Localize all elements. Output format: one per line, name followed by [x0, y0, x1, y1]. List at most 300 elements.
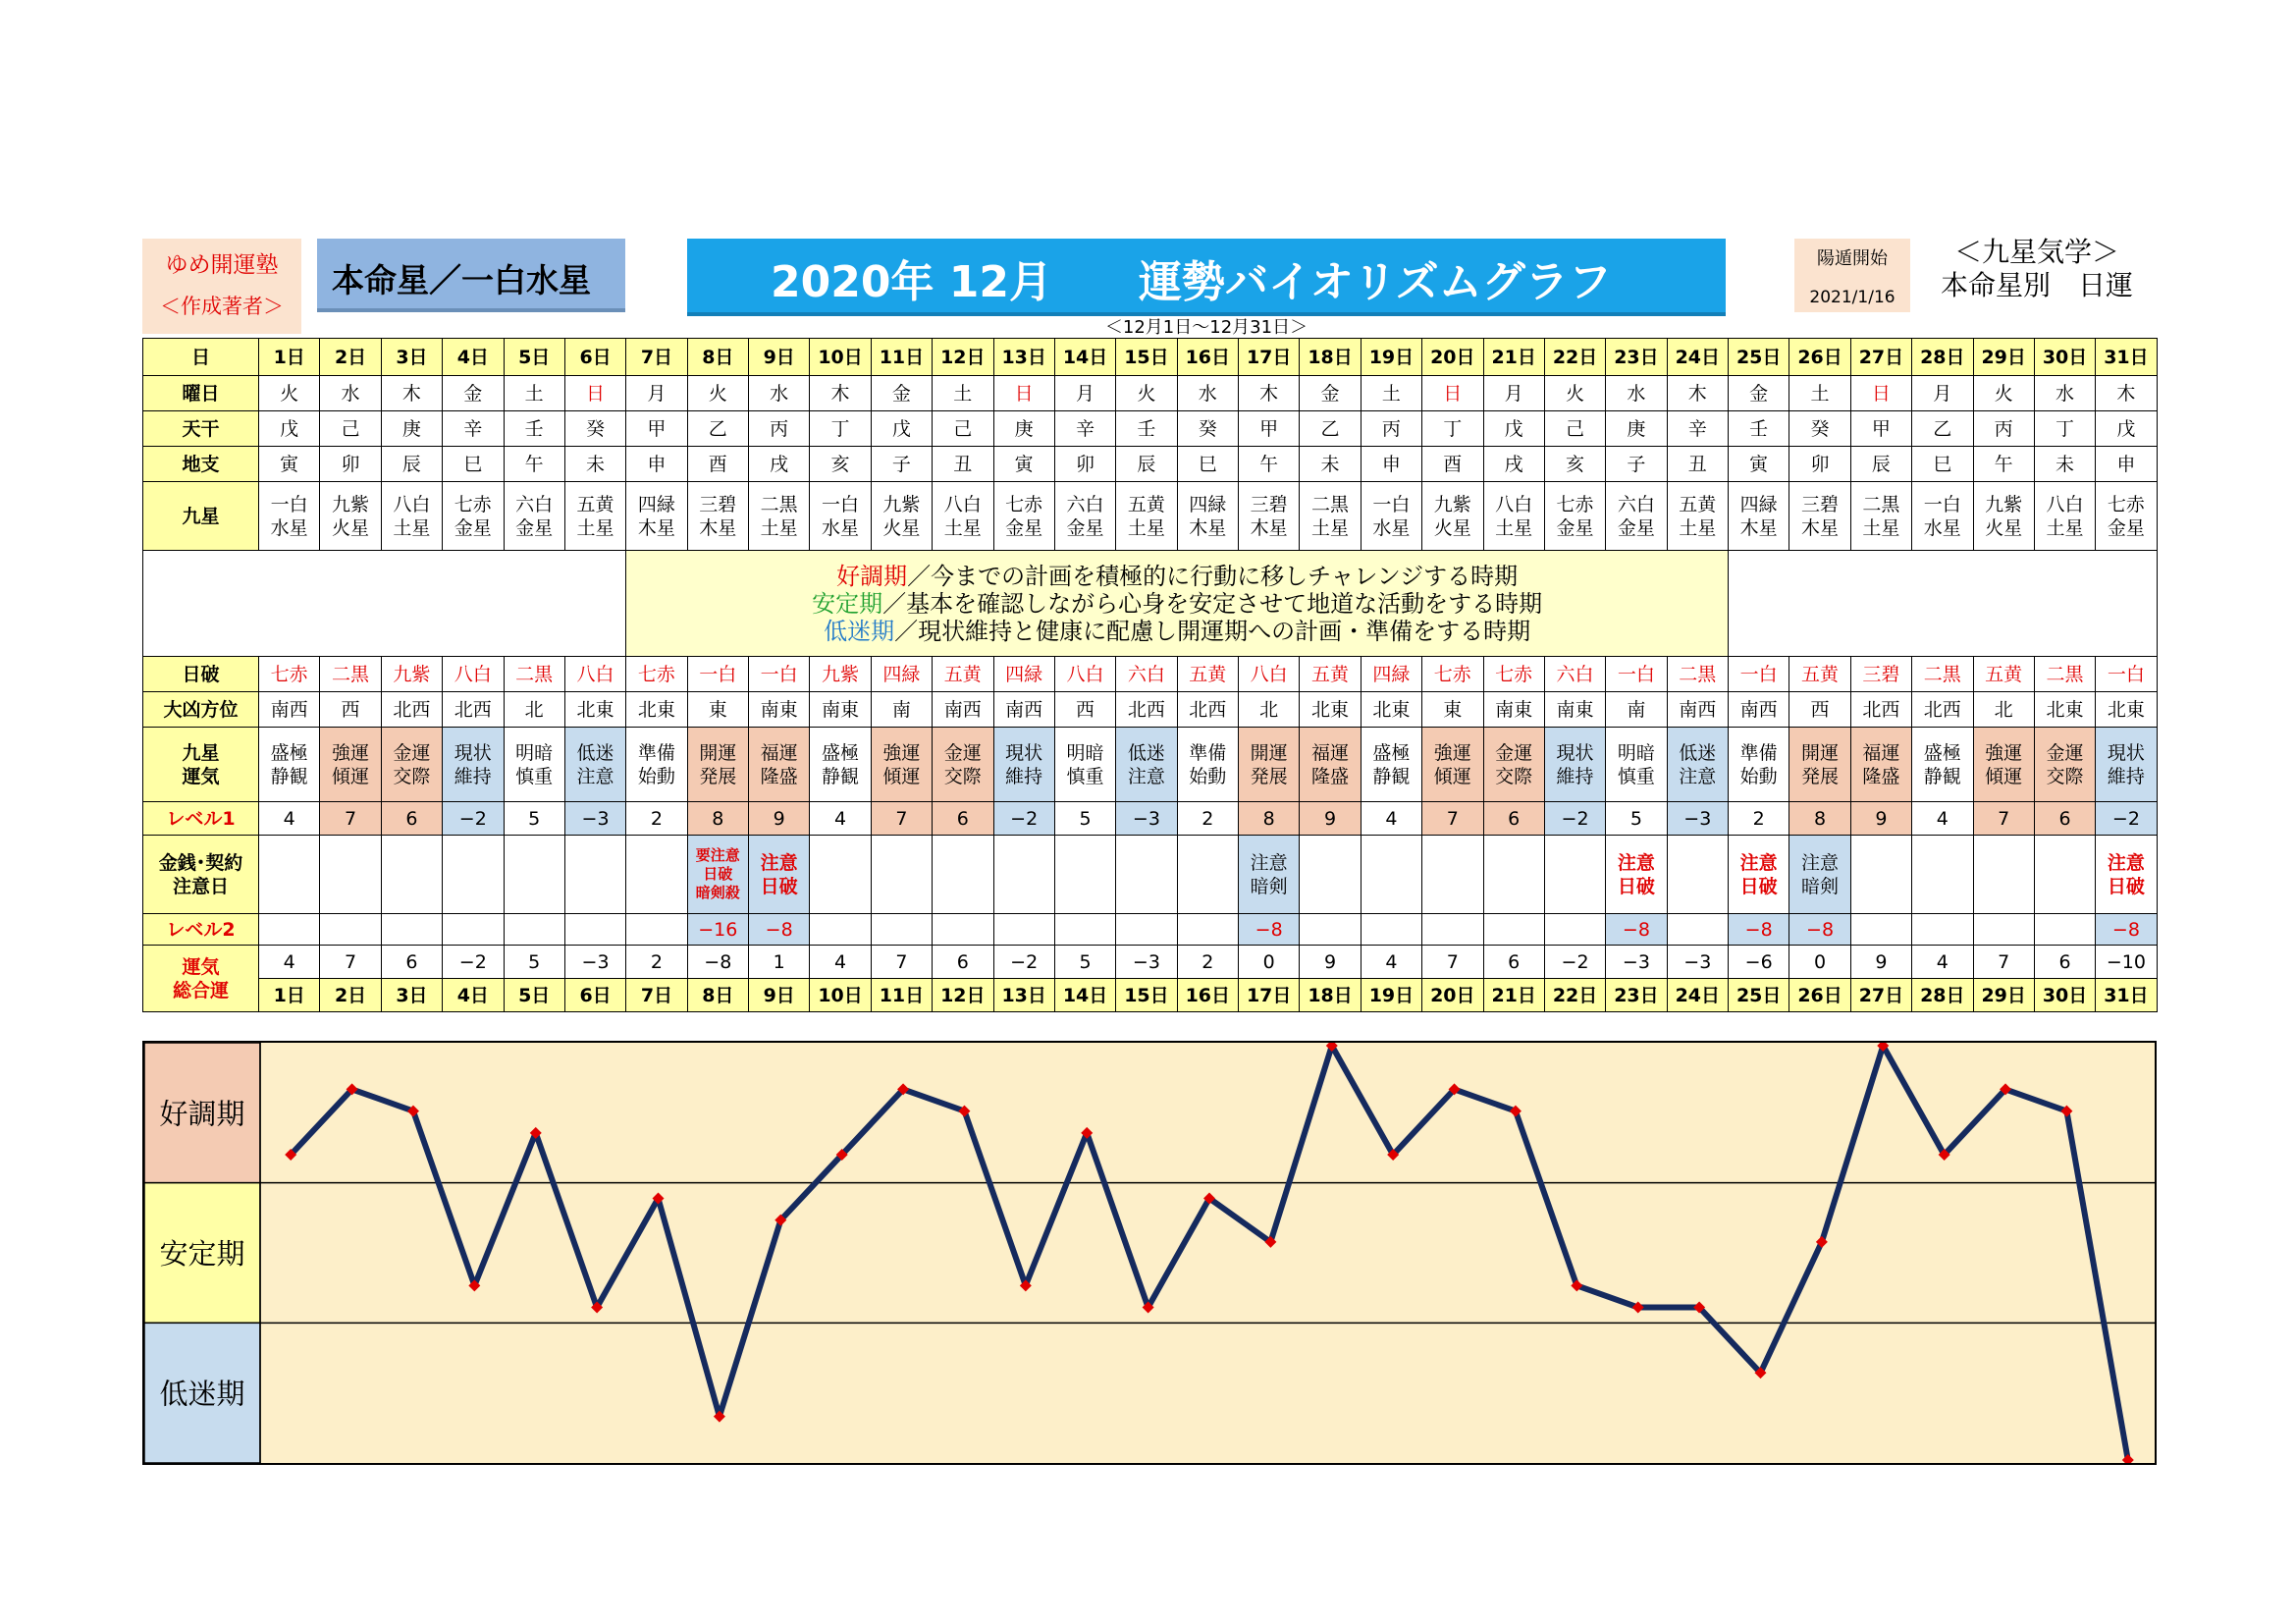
- tenkan-cell: [1544, 411, 1605, 447]
- kyusei-cell-line: 金星: [1617, 516, 1655, 539]
- day-cell-bottom-line: 19日: [1368, 984, 1415, 1006]
- kyusei-cell-line: 火星: [1985, 516, 2023, 539]
- money-cell-line: 注意: [1617, 851, 1655, 874]
- tenkan-cell: [1729, 411, 1789, 447]
- total-cell-line: 4: [1385, 950, 1398, 973]
- total-cell-line: 5: [1079, 950, 1092, 973]
- chishi-cell: [1912, 447, 1973, 482]
- level2-cell: [320, 914, 381, 946]
- daikyo-cell: [1912, 692, 1973, 728]
- unki-cell-line: 盛極: [822, 741, 860, 764]
- money-cell: [1239, 836, 1300, 914]
- kyusei-cell-line: 木星: [699, 516, 737, 539]
- unki-cell: [2034, 728, 2095, 802]
- daikyo-cell: [1667, 692, 1728, 728]
- label-weekday-text: 曜日: [182, 382, 220, 405]
- total-cell: [749, 946, 810, 979]
- weekday-cell-line: 木: [830, 382, 850, 405]
- label-money-text: 注意日: [172, 875, 229, 897]
- level1-row: [143, 802, 2158, 836]
- nichiha-cell-line: 八白: [454, 663, 492, 685]
- kyusei-cell-line: 八白: [943, 493, 982, 515]
- nichiha-cell: [1300, 657, 1361, 692]
- total-cell: [443, 946, 504, 979]
- tenkan-cell: [443, 411, 504, 447]
- tenkan-cell: [1422, 411, 1483, 447]
- weekday-cell: [1667, 376, 1728, 411]
- daikyo-cell-line: 東: [1443, 698, 1463, 721]
- day-cell-line: 31日: [2104, 346, 2149, 368]
- nichiha-cell-line: 五黄: [1189, 663, 1227, 685]
- total-cell-line: 6: [405, 950, 418, 973]
- day-cell: [1667, 339, 1728, 376]
- money-cell: [1116, 836, 1177, 914]
- kyusei-cell-line: 八白: [393, 493, 431, 515]
- day-cell-bottom: [1177, 979, 1238, 1012]
- kyusei-cell-line: 土星: [393, 516, 431, 539]
- total-cell: [381, 946, 442, 979]
- chishi-cell-line: 巳: [463, 453, 483, 475]
- chishi-cell: [687, 447, 748, 482]
- day-cell-bottom-line: 13日: [1001, 984, 1046, 1006]
- band-label: 低迷期: [159, 1377, 245, 1411]
- tenkan-cell-line: 癸: [1810, 417, 1830, 440]
- chishi-cell-line: 寅: [1014, 453, 1034, 475]
- level2-row: [143, 914, 2158, 946]
- level1-cell-line: 5: [1629, 807, 1642, 830]
- daikyo-cell-line: 南: [1627, 698, 1646, 721]
- level2-cell: [993, 914, 1054, 946]
- kyusei-cell-line: 九紫: [1433, 493, 1471, 515]
- unki-cell: [933, 728, 993, 802]
- nichiha-cell-line: 五黄: [943, 663, 982, 685]
- tenkan-cell-line: 戊: [1504, 417, 1523, 440]
- nichiha-cell-line: 一白: [2107, 663, 2145, 685]
- total-cell: [2096, 946, 2157, 979]
- day-cell-bottom: [1606, 979, 1667, 1012]
- day-cell-bottom: [993, 979, 1054, 1012]
- chishi-cell-line: 巳: [1933, 453, 1952, 475]
- level2-cell: [259, 914, 320, 946]
- level2-cell: [504, 914, 564, 946]
- day-cell-bottom: [1116, 979, 1177, 1012]
- weekday-cell-line: 金: [463, 382, 483, 405]
- total-cell-line: −2: [458, 950, 487, 973]
- total-cell: [1054, 946, 1115, 979]
- level2-cell-line: −8: [1744, 918, 1773, 941]
- day-cell-bottom: [1239, 979, 1300, 1012]
- weekday-cell: [1422, 376, 1483, 411]
- kyusei-cell-line: 四緑: [1739, 493, 1778, 515]
- kyusei-cell: [1729, 482, 1789, 551]
- label-unki-text: 九星: [182, 741, 220, 764]
- chishi-cell-line: 未: [586, 453, 606, 475]
- unki-cell-line: 明暗: [515, 741, 554, 764]
- level2-cell: [810, 914, 871, 946]
- tenkan-cell-line: 己: [953, 417, 973, 440]
- label-kyusei-text: 九星: [182, 505, 220, 527]
- money-cell: [993, 836, 1054, 914]
- daikyo-cell-line: 北東: [1311, 698, 1350, 721]
- plot-background: [260, 1043, 2155, 1463]
- unki-cell-line: 慎重: [515, 765, 554, 787]
- money-cell: [320, 836, 381, 914]
- total-cell-line: 1: [773, 950, 785, 973]
- unki-cell-line: 低迷: [1679, 741, 1717, 764]
- day-cell: [1789, 339, 1850, 376]
- day-row-bottom: [143, 979, 2158, 1012]
- tenkan-cell: [2034, 411, 2095, 447]
- day-cell-line: 5日: [518, 346, 551, 368]
- money-cell-line: 日破: [1617, 875, 1655, 897]
- nichiha-cell: [1912, 657, 1973, 692]
- chishi-cell-line: 辰: [1137, 453, 1156, 475]
- daikyo-cell: [564, 692, 625, 728]
- day-cell-bottom-line: 23日: [1614, 984, 1659, 1006]
- level1-cell-line: 9: [773, 807, 785, 830]
- money-cell: [626, 836, 687, 914]
- day-cell-bottom-line: 25日: [1735, 984, 1782, 1006]
- day-cell-bottom: [1054, 979, 1115, 1012]
- day-cell-bottom-line: 22日: [1552, 984, 1598, 1006]
- label-unki: [143, 728, 259, 802]
- unki-cell-line: 傾運: [332, 765, 370, 787]
- level1-cell: [1422, 802, 1483, 836]
- level1-cell: [1912, 802, 1973, 836]
- tenkan-cell-line: 己: [341, 417, 360, 440]
- day-cell: [320, 339, 381, 376]
- weekday-cell-line: 火: [280, 382, 299, 405]
- kyusei-cell-line: 一白: [1372, 493, 1411, 515]
- nichiha-cell: [1361, 657, 1421, 692]
- weekday-cell-line: 金: [1749, 382, 1769, 405]
- unki-cell-line: 低迷: [576, 741, 614, 764]
- day-cell-line: 24日: [1675, 346, 1721, 368]
- tenkan-cell-line: 丁: [1443, 417, 1463, 440]
- weekday-cell: [1177, 376, 1238, 411]
- money-cell-line: 日破: [2107, 875, 2145, 897]
- day-cell-bottom-line: 14日: [1062, 984, 1108, 1006]
- kyusei-cell-line: 水星: [1372, 516, 1411, 539]
- day-cell-bottom-line: 21日: [1491, 984, 1536, 1006]
- kyusei-cell: [810, 482, 871, 551]
- day-cell-bottom-line: 29日: [1981, 984, 2026, 1006]
- weekday-cell: [1483, 376, 1544, 411]
- level2-cell: [933, 914, 993, 946]
- day-cell-line: 12日: [940, 346, 986, 368]
- tenkan-cell: [2096, 411, 2157, 447]
- money-cell-line: 注意: [2107, 851, 2145, 874]
- chishi-cell: [1116, 447, 1177, 482]
- daikyo-cell-line: 南東: [822, 698, 860, 721]
- weekday-cell: [1850, 376, 1911, 411]
- level2-cell: [2034, 914, 2095, 946]
- weekday-cell-line: 木: [2116, 382, 2136, 405]
- label-kyusei: [143, 482, 259, 551]
- total-cell-line: 9: [1875, 950, 1888, 973]
- unki-cell-line: 発展: [699, 765, 737, 787]
- tenkan-cell: [687, 411, 748, 447]
- day-cell-line: 20日: [1430, 346, 1475, 368]
- unki-cell-line: 静観: [1923, 765, 1961, 787]
- level2-cell-line: −8: [765, 918, 793, 941]
- day-cell-bottom-line: 12日: [940, 984, 986, 1006]
- day-cell: [1606, 339, 1667, 376]
- nichiha-cell-line: 四緑: [1005, 663, 1043, 685]
- chishi-cell-line: 辰: [401, 453, 421, 475]
- tenkan-cell-line: 辛: [463, 417, 483, 440]
- nichiha-cell: [259, 657, 320, 692]
- kyusei-cell-line: 金星: [515, 516, 554, 539]
- kyusei-cell-line: 土星: [1862, 516, 1900, 539]
- level2-cell: [687, 914, 748, 946]
- nichiha-cell-line: 五黄: [1311, 663, 1350, 685]
- nichiha-cell: [1116, 657, 1177, 692]
- kyusei-cell-line: 土星: [576, 516, 614, 539]
- kyusei-cell-line: 九紫: [882, 493, 921, 515]
- start-date: 2021/1/16: [1809, 288, 1896, 307]
- unki-cell: [626, 728, 687, 802]
- unki-cell-line: 金運: [393, 741, 431, 764]
- unki-cell: [2096, 728, 2157, 802]
- level2-cell: [1850, 914, 1911, 946]
- nichiha-cell-line: 三碧: [1862, 663, 1900, 685]
- unki-cell-line: 開運: [1250, 741, 1288, 764]
- level2-cell-line: −8: [1255, 918, 1283, 941]
- weekday-cell-line: 木: [1687, 382, 1707, 405]
- money-cell-line: 注意: [1801, 851, 1840, 874]
- day-cell-bottom-line: 15日: [1124, 984, 1169, 1006]
- money-cell: [2034, 836, 2095, 914]
- kyusei-cell: [1422, 482, 1483, 551]
- level1-cell-line: 7: [895, 807, 908, 830]
- day-cell-bottom: [1850, 979, 1911, 1012]
- day-cell: [1239, 339, 1300, 376]
- day-cell-bottom: [259, 979, 320, 1012]
- unki-cell-line: 金運: [943, 741, 982, 764]
- level1-cell: [993, 802, 1054, 836]
- kyusei-cell: [1300, 482, 1361, 551]
- unki-cell: [1850, 728, 1911, 802]
- level1-cell-line: 6: [2058, 807, 2071, 830]
- unki-cell: [504, 728, 564, 802]
- tenkan-cell-line: 甲: [1259, 417, 1279, 440]
- weekday-cell-line: 土: [1381, 382, 1401, 405]
- kyusei-cell-line: 七赤: [1556, 493, 1594, 515]
- tenkan-cell: [1300, 411, 1361, 447]
- kyusei-cell-line: 三碧: [1250, 493, 1288, 515]
- unki-cell-line: 開運: [1801, 741, 1840, 764]
- chishi-cell: [1544, 447, 1605, 482]
- day-cell-line: 4日: [456, 346, 489, 368]
- unki-cell-line: 現状: [454, 741, 492, 764]
- total-cell-line: 7: [895, 950, 908, 973]
- day-cell-bottom-line: 27日: [1858, 984, 1904, 1006]
- tenkan-cell: [1239, 411, 1300, 447]
- unki-cell-line: 発展: [1801, 765, 1840, 787]
- kyusei-cell: [564, 482, 625, 551]
- total-cell: [564, 946, 625, 979]
- kyusei-cell: [1544, 482, 1605, 551]
- unki-cell-line: 交際: [393, 765, 431, 787]
- daikyo-cell: [320, 692, 381, 728]
- kyusei-cell-line: 木星: [1250, 516, 1288, 539]
- level2-cell: [1054, 914, 1115, 946]
- nichiha-cell: [443, 657, 504, 692]
- unki-cell: [687, 728, 748, 802]
- day-cell-bottom: [749, 979, 810, 1012]
- total-cell-line: 2: [650, 950, 663, 973]
- level1-cell: [564, 802, 625, 836]
- kyusei-cell: [871, 482, 932, 551]
- total-cell-line: −3: [1132, 950, 1160, 973]
- level1-cell: [810, 802, 871, 836]
- weekday-cell: [381, 376, 442, 411]
- day-cell-line: 21日: [1491, 346, 1536, 368]
- date-range: ＜12月1日〜12月31日＞: [1104, 317, 1308, 338]
- day-cell-line: 29日: [1981, 346, 2026, 368]
- chishi-cell-line: 酉: [1443, 453, 1463, 475]
- kyusei-cell-line: 五黄: [576, 493, 614, 515]
- kyusei-cell: [381, 482, 442, 551]
- level2-cell-line: −16: [698, 918, 738, 941]
- tenkan-cell-line: 庚: [1627, 417, 1646, 440]
- unki-cell: [871, 728, 932, 802]
- day-cell: [381, 339, 442, 376]
- kyusei-cell-line: 一白: [1923, 493, 1961, 515]
- label-day: [143, 339, 259, 376]
- day-cell-line: 14日: [1062, 346, 1108, 368]
- chishi-cell-line: 寅: [280, 453, 299, 475]
- daikyo-cell-line: 北西: [1127, 698, 1165, 721]
- nichiha-cell-line: 一白: [1739, 663, 1778, 685]
- daikyo-cell: [1544, 692, 1605, 728]
- day-cell: [871, 339, 932, 376]
- nichiha-cell-line: 二黒: [332, 663, 370, 685]
- tenkan-cell: [259, 411, 320, 447]
- weekday-cell-line: 月: [647, 382, 667, 405]
- level1-cell: [1177, 802, 1238, 836]
- weekday-cell: [1912, 376, 1973, 411]
- day-cell-line: 7日: [640, 346, 673, 368]
- nichiha-cell: [1729, 657, 1789, 692]
- legend-box: [626, 551, 1729, 657]
- level2-cell: [871, 914, 932, 946]
- kyusei-cell-line: 六白: [1617, 493, 1655, 515]
- level1-cell-line: 4: [1936, 807, 1949, 830]
- weekday-cell-line: 火: [708, 382, 727, 405]
- legend-blank-right: [1729, 551, 2158, 657]
- total-cell: [871, 946, 932, 979]
- day-cell-line: 27日: [1858, 346, 1904, 368]
- day-cell-bottom: [1912, 979, 1973, 1012]
- daikyo-cell-line: 北: [1259, 698, 1279, 721]
- day-cell-bottom-line: 7日: [640, 984, 673, 1006]
- weekday-cell-line: 火: [1566, 382, 1585, 405]
- total-cell: [1239, 946, 1300, 979]
- kyusei-cell: [1606, 482, 1667, 551]
- unki-cell: [1789, 728, 1850, 802]
- unki-cell: [810, 728, 871, 802]
- unki-cell-line: 慎重: [1617, 765, 1655, 787]
- day-cell: [1483, 339, 1544, 376]
- chishi-cell-line: 卯: [1810, 453, 1830, 475]
- label-chishi: [143, 447, 259, 482]
- kyusei-cell-line: 七赤: [2107, 493, 2145, 515]
- unki-cell: [564, 728, 625, 802]
- total-cell: [320, 946, 381, 979]
- money-cell: [1912, 836, 1973, 914]
- tenkan-cell-line: 乙: [708, 417, 727, 440]
- weekday-cell-line: 日: [586, 382, 606, 405]
- day-cell: [1912, 339, 1973, 376]
- unki-cell-line: 傾運: [1433, 765, 1471, 787]
- day-cell: [504, 339, 564, 376]
- daikyo-cell: [1422, 692, 1483, 728]
- chishi-cell: [993, 447, 1054, 482]
- unki-row: [143, 728, 2158, 802]
- daikyo-cell-line: 西: [1076, 698, 1095, 721]
- day-cell-bottom-line: 1日: [273, 984, 305, 1006]
- money-cell: [1789, 836, 1850, 914]
- day-cell-line: 16日: [1185, 346, 1231, 368]
- kyusei-cell: [1667, 482, 1728, 551]
- level1-cell-line: −3: [1132, 807, 1160, 830]
- kyusei-cell: [443, 482, 504, 551]
- chishi-cell: [1361, 447, 1421, 482]
- level1-cell-line: 8: [712, 807, 724, 830]
- weekday-cell: [1300, 376, 1361, 411]
- level1-cell: [871, 802, 932, 836]
- weekday-cell-line: 火: [1994, 382, 2013, 405]
- weekday-cell: [1606, 376, 1667, 411]
- weekday-cell: [504, 376, 564, 411]
- chishi-cell-line: 午: [524, 453, 544, 475]
- level1-cell: [504, 802, 564, 836]
- money-cell: [749, 836, 810, 914]
- level1-cell-line: 9: [1324, 807, 1337, 830]
- total-cell-line: 5: [528, 950, 541, 973]
- weekday-cell-line: 月: [1933, 382, 1952, 405]
- weekday-cell: [749, 376, 810, 411]
- weekday-cell-line: 水: [1627, 382, 1646, 405]
- day-cell-line: 28日: [1920, 346, 1965, 368]
- level1-cell-line: −2: [1561, 807, 1589, 830]
- label-unki-text: 運気: [182, 765, 220, 787]
- kyusei-cell-line: 土星: [1495, 516, 1533, 539]
- day-cell-bottom-line: 30日: [2042, 984, 2088, 1006]
- daikyo-cell: [1483, 692, 1544, 728]
- day-cell-bottom-line: 28日: [1920, 984, 1965, 1006]
- unki-cell-line: 隆盛: [1311, 765, 1350, 787]
- chishi-cell-line: 子: [891, 453, 911, 475]
- chishi-cell: [1177, 447, 1238, 482]
- total-cell: [1912, 946, 1973, 979]
- daikyo-cell: [1300, 692, 1361, 728]
- weekday-cell: [259, 376, 320, 411]
- kyusei-cell-line: 土星: [2046, 516, 2084, 539]
- day-cell-bottom-line: 5日: [518, 984, 551, 1006]
- label-total: [143, 946, 259, 1012]
- kyusei-cell-line: 二黒: [1862, 493, 1900, 515]
- tenkan-cell-line: 丙: [770, 417, 789, 440]
- daikyo-cell: [1729, 692, 1789, 728]
- tenkan-cell-line: 辛: [1076, 417, 1095, 440]
- total-cell: [1116, 946, 1177, 979]
- tenkan-cell-line: 戊: [2116, 417, 2136, 440]
- level1-cell: [2034, 802, 2095, 836]
- unki-cell-line: 静観: [822, 765, 860, 787]
